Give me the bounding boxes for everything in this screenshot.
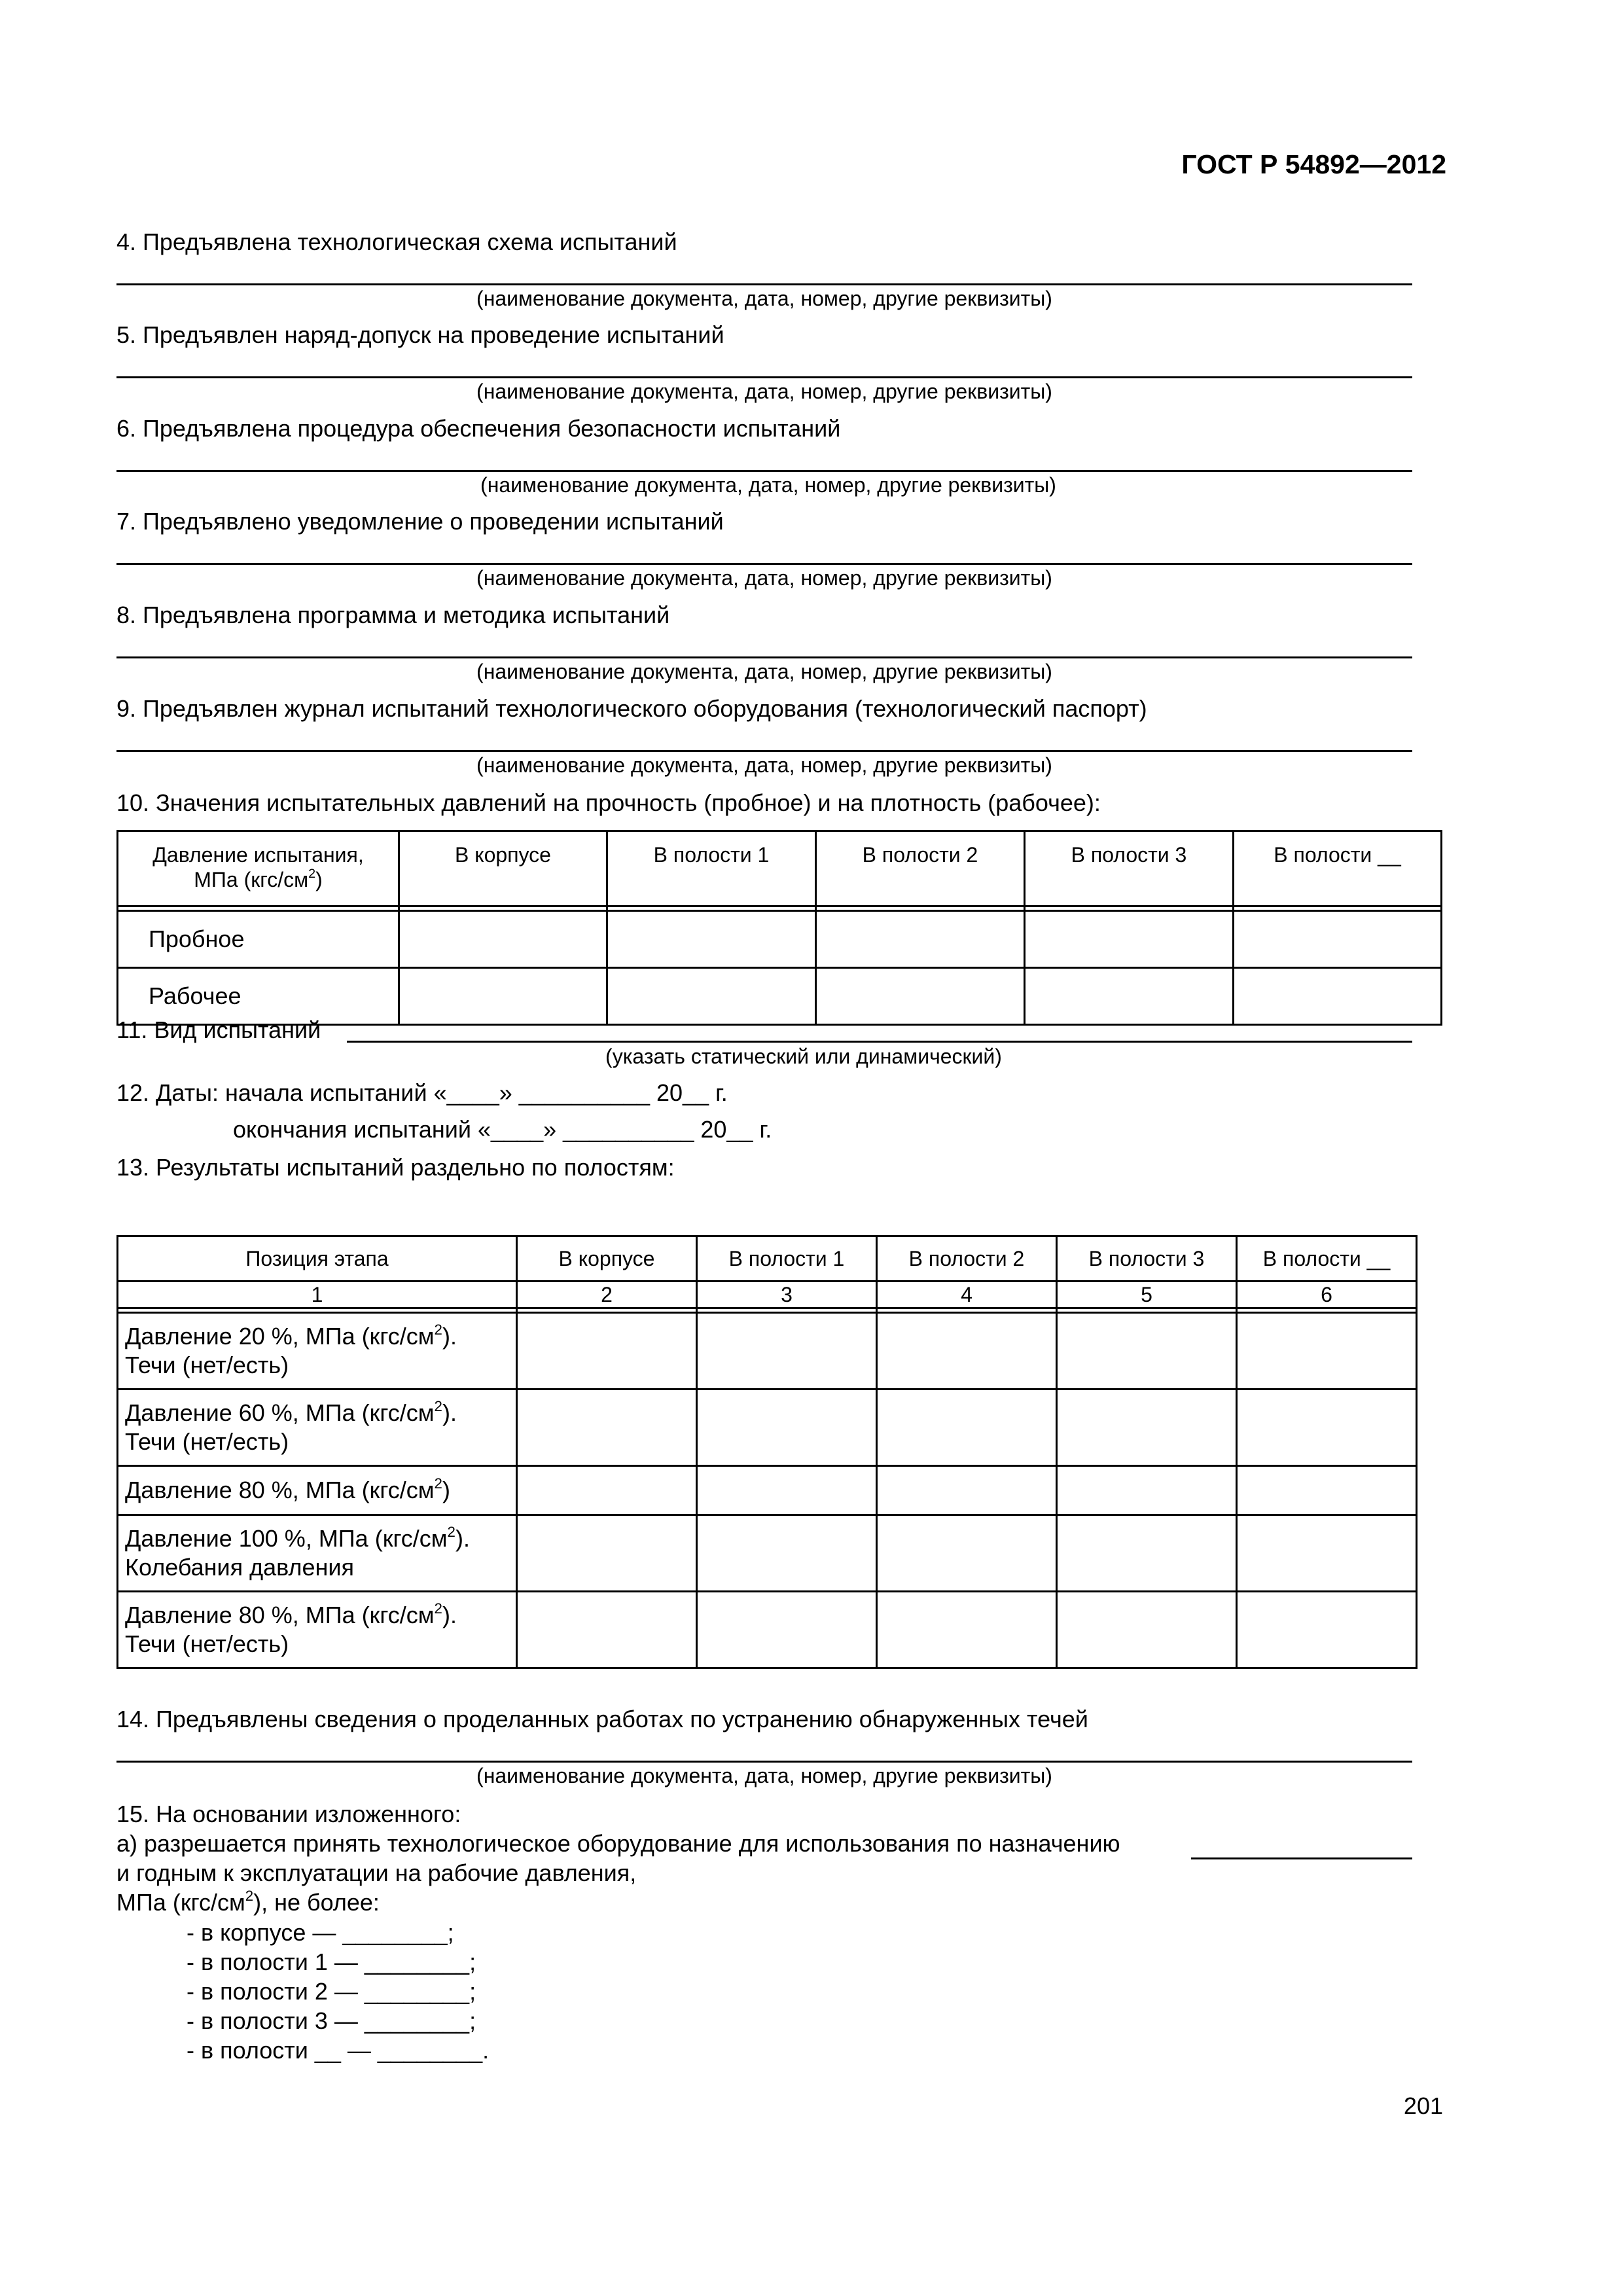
row-label-sup: 2 (434, 1475, 442, 1492)
table-cell[interactable] (1234, 968, 1442, 1025)
table-cell[interactable] (1237, 1390, 1417, 1466)
item-12-end: окончания испытаний «____» __________ 20__ г. (233, 1116, 772, 1143)
table-cell[interactable] (1237, 1592, 1417, 1668)
table-row-label (118, 1313, 517, 1390)
caption-14: (наименование документа, дата, номер, другие реквизиты) (476, 1764, 1052, 1787)
list-item: - в полости 3 — ________; (187, 2007, 476, 2034)
table-cell[interactable] (1057, 1390, 1237, 1466)
pressure-table-head-label (118, 831, 399, 906)
item-8: 8. Предъявлена программа и методика испытаний (116, 601, 670, 628)
item-15-a2: и годным к эксплуатации на рабочие давления, (116, 1859, 637, 1886)
row-label-line2: Течи (нет/есть) (125, 1630, 289, 1657)
table-row-label (118, 1466, 517, 1515)
table-row-label: Пробное (118, 911, 399, 968)
table-cell[interactable] (877, 1592, 1057, 1668)
table-cell[interactable] (816, 911, 1025, 968)
table-cell[interactable] (517, 1515, 697, 1592)
caption-4: (наименование документа, дата, номер, другие реквизиты) (476, 287, 1052, 310)
caption-6: (наименование документа, дата, номер, другие реквизиты) (480, 473, 1056, 497)
column-number: 5 (1057, 1282, 1237, 1308)
list-item: - в полости 2 — ________; (187, 1978, 476, 2005)
row-label-text: Давление 80 %, МПа (кгс/см (125, 1477, 435, 1503)
table-cell[interactable] (1057, 1515, 1237, 1592)
item-15-a: а) разрешается принять технологическое оборудование для использования по назначению (116, 1830, 1120, 1857)
row-label-line2: Колебания давления (125, 1554, 354, 1581)
table-cell[interactable] (1237, 1313, 1417, 1390)
item-14: 14. Предъявлены сведения о проделанных работах по устранению обнаруженных течей (116, 1706, 1088, 1732)
page-number: 201 (1403, 2092, 1443, 2119)
table-cell[interactable] (607, 911, 816, 968)
row-label-end: ) (442, 1477, 450, 1503)
item-15-title: 15. На основании изложенного: (116, 1801, 461, 1827)
table-cell[interactable] (607, 968, 816, 1025)
table-cell[interactable] (517, 1313, 697, 1390)
pressure-table (116, 830, 1442, 1026)
table-row-label (118, 1515, 517, 1592)
table-cell[interactable] (1234, 911, 1442, 968)
table-row-label (118, 1390, 517, 1466)
column-number: 1 (118, 1282, 517, 1308)
table-row-label: Рабочее (118, 968, 399, 1025)
table-cell[interactable] (877, 1313, 1057, 1390)
table-cell[interactable] (517, 1592, 697, 1668)
fill-line-11 (347, 1041, 1412, 1043)
table-cell[interactable] (697, 1390, 877, 1466)
table-cell[interactable] (877, 1466, 1057, 1515)
caption-8: (наименование документа, дата, номер, другие реквизиты) (476, 660, 1052, 683)
standard-number: ГОСТ Р 54892—2012 (1181, 149, 1446, 179)
item-10: 10. Значения испытательных давлений на прочность (пробное) и на плотность (рабочее): (116, 789, 1101, 816)
table-cell[interactable] (1057, 1592, 1237, 1668)
head-line2: МПа (кгс/см (194, 868, 309, 891)
row-label-sup: 2 (434, 1397, 442, 1414)
results-table (116, 1235, 1418, 1669)
item-9: 9. Предъявлен журнал испытаний технологического оборудования (технологический паспорт) (116, 695, 1147, 722)
results-table-col: В полости 3 (1057, 1236, 1237, 1282)
row-label-line2: Течи (нет/есть) (125, 1428, 289, 1455)
table-cell[interactable] (399, 968, 607, 1025)
column-number: 3 (697, 1282, 877, 1308)
item-15-a3-text: МПа (кгс/см (116, 1889, 245, 1916)
results-table-col: В полости 2 (877, 1236, 1057, 1282)
table-cell[interactable] (877, 1390, 1057, 1466)
row-label-end: ). (442, 1399, 457, 1426)
item-5: 5. Предъявлен наряд-допуск на проведение испытаний (116, 321, 724, 348)
caption-5: (наименование документа, дата, номер, другие реквизиты) (476, 380, 1052, 403)
table-cell[interactable] (697, 1313, 877, 1390)
head-line2-end: ) (315, 868, 323, 891)
results-table-col: В корпусе (517, 1236, 697, 1282)
table-cell[interactable] (697, 1466, 877, 1515)
caption-7: (наименование документа, дата, номер, другие реквизиты) (476, 566, 1052, 590)
list-item: - в полости 1 — ________; (187, 1948, 476, 1975)
table-cell[interactable] (517, 1390, 697, 1466)
table-cell[interactable] (1237, 1515, 1417, 1592)
head-sup: 2 (308, 867, 316, 882)
list-item: - в полости __ — ________. (187, 2037, 490, 2064)
pressure-table-col: В корпусе (399, 831, 607, 906)
results-table-head-label: Позиция этапа (118, 1236, 517, 1282)
row-label-sup: 2 (447, 1523, 455, 1540)
table-cell[interactable] (1025, 911, 1234, 968)
row-label-sup: 2 (434, 1600, 442, 1617)
pressure-table-col: В полости __ (1234, 831, 1442, 906)
row-label-sup: 2 (434, 1321, 442, 1338)
row-label-text: Давление 100 %, МПа (кгс/см (125, 1525, 448, 1552)
item-15-a3-end: ), не более: (253, 1889, 380, 1916)
column-number: 2 (517, 1282, 697, 1308)
table-cell[interactable] (1237, 1466, 1417, 1515)
item-6: 6. Предъявлена процедура обеспечения безопасности испытаний (116, 415, 841, 442)
row-label-end: ). (442, 1323, 457, 1350)
item-7: 7. Предъявлено уведомление о проведении испытаний (116, 508, 724, 535)
pressure-table-col: В полости 2 (816, 831, 1025, 906)
row-label-end: ). (442, 1602, 457, 1628)
table-cell[interactable] (697, 1515, 877, 1592)
item-12-start: 12. Даты: начала испытаний «____» __________ 20__ г. (116, 1079, 728, 1106)
column-number: 6 (1237, 1282, 1417, 1308)
table-cell[interactable] (1057, 1466, 1237, 1515)
pressure-table-col: В полости 1 (607, 831, 816, 906)
table-row-label (118, 1592, 517, 1668)
table-cell[interactable] (816, 968, 1025, 1025)
row-label-end: ). (455, 1525, 470, 1552)
item-15-a3-sup: 2 (245, 1887, 254, 1904)
row-label-line2: Течи (нет/есть) (125, 1352, 289, 1378)
caption-11: (указать статический или динамический) (605, 1045, 1002, 1068)
table-cell[interactable] (1057, 1313, 1237, 1390)
row-label-text: Давление 20 %, МПа (кгс/см (125, 1323, 435, 1350)
item-4: 4. Предъявлена технологическая схема испытаний (116, 228, 677, 255)
fill-line-15a (1191, 1857, 1412, 1859)
results-table-col: В полости 1 (697, 1236, 877, 1282)
item-13: 13. Результаты испытаний раздельно по полостям: (116, 1154, 675, 1181)
results-table-col: В полости __ (1237, 1236, 1417, 1282)
table-cell[interactable] (697, 1592, 877, 1668)
table-cell[interactable] (1025, 968, 1234, 1025)
head-line1: Давление испытания, (152, 843, 364, 867)
list-item: - в корпусе — ________; (187, 1919, 454, 1946)
pressure-table-col: В полости 3 (1025, 831, 1234, 906)
table-cell[interactable] (877, 1515, 1057, 1592)
row-label-text: Давление 80 %, МПа (кгс/см (125, 1602, 435, 1628)
table-cell[interactable] (517, 1466, 697, 1515)
item-15-a3 (116, 1888, 380, 1917)
caption-9: (наименование документа, дата, номер, другие реквизиты) (476, 753, 1052, 777)
column-number: 4 (877, 1282, 1057, 1308)
item-11: 11. Вид испытаний (116, 1016, 321, 1043)
table-cell[interactable] (399, 911, 607, 968)
row-label-text: Давление 60 %, МПа (кгс/см (125, 1399, 435, 1426)
